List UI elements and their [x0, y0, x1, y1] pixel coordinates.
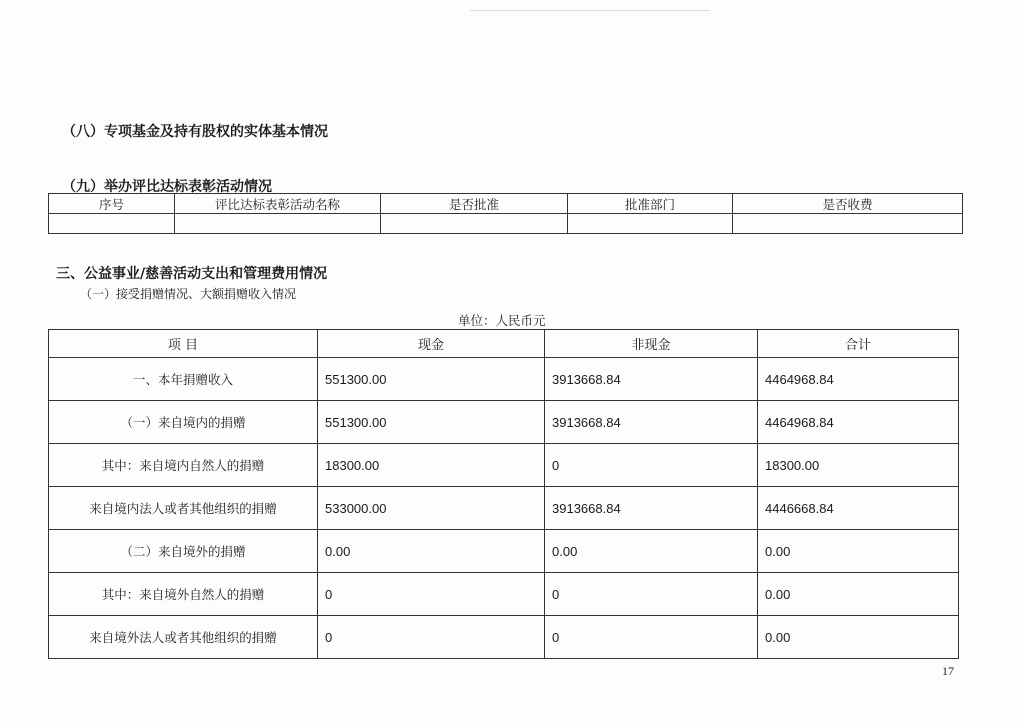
table-cell: [175, 214, 381, 234]
col-item: 项 目: [49, 330, 318, 358]
col-cash: 现金: [318, 330, 545, 358]
award-table-header: [49, 194, 963, 214]
total-value: 4464968.84: [758, 401, 959, 444]
table-row: [49, 214, 963, 234]
currency-unit: 单位：人民币元: [458, 313, 546, 328]
col-noncash: 非现金: [545, 330, 758, 358]
col-serial-number: 序号: [49, 194, 175, 214]
row-label: 来自境内法人或者其他组织的捐赠: [49, 487, 318, 530]
total-value: 4464968.84: [758, 358, 959, 401]
table-row: [49, 530, 959, 573]
page-number: 17: [942, 664, 954, 678]
donation-table-header: [49, 330, 959, 358]
table-cell: [568, 214, 733, 234]
noncash-value: 3913668.84: [545, 358, 758, 401]
donation-income-table: [48, 329, 959, 659]
total-value: 0.00: [758, 616, 959, 659]
award-activities-table: [48, 193, 963, 234]
table-row: [49, 444, 959, 487]
total-value: 4446668.84: [758, 487, 959, 530]
table-row: [49, 401, 959, 444]
noncash-value: 0: [545, 444, 758, 487]
noncash-value: 3913668.84: [545, 401, 758, 444]
total-value: 0.00: [758, 573, 959, 616]
noncash-value: 0: [545, 573, 758, 616]
section-3-subtitle: （一）接受捐赠情况、大额捐赠收入情况: [80, 287, 297, 301]
row-label: 其中：来自境内自然人的捐赠: [49, 444, 318, 487]
section-3-title: 三、公益事业/慈善活动支出和管理费用情况: [56, 266, 328, 282]
col-approved: 是否批准: [381, 194, 568, 214]
table-row: [49, 487, 959, 530]
cash-value: 0.00: [318, 530, 545, 573]
cash-value: 551300.00: [318, 358, 545, 401]
table-cell: [733, 214, 963, 234]
cash-value: 0: [318, 573, 545, 616]
noncash-value: 0: [545, 616, 758, 659]
noncash-value: 0.00: [545, 530, 758, 573]
table-row: [49, 573, 959, 616]
row-label: 来自境外法人或者其他组织的捐赠: [49, 616, 318, 659]
row-label: 其中：来自境外自然人的捐赠: [49, 573, 318, 616]
row-label: （二）来自境外的捐赠: [49, 530, 318, 573]
cash-value: 551300.00: [318, 401, 545, 444]
total-value: 0.00: [758, 530, 959, 573]
scan-artifact-line: [470, 10, 710, 11]
section-8-title: （八）专项基金及持有股权的实体基本情况: [62, 124, 328, 140]
section-9-title: （九）举办评比达标表彰活动情况: [62, 179, 272, 195]
total-value: 18300.00: [758, 444, 959, 487]
cash-value: 0: [318, 616, 545, 659]
table-row: [49, 616, 959, 659]
cash-value: 533000.00: [318, 487, 545, 530]
noncash-value: 3913668.84: [545, 487, 758, 530]
cash-value: 18300.00: [318, 444, 545, 487]
row-label: （一）来自境内的捐赠: [49, 401, 318, 444]
row-label: 一、本年捐赠收入: [49, 358, 318, 401]
table-cell: [49, 214, 175, 234]
col-charges-fee: 是否收费: [733, 194, 963, 214]
col-total: 合计: [758, 330, 959, 358]
table-row: [49, 358, 959, 401]
col-approving-department: 批准部门: [568, 194, 733, 214]
table-cell: [381, 214, 568, 234]
col-activity-name: 评比达标表彰活动名称: [175, 194, 381, 214]
